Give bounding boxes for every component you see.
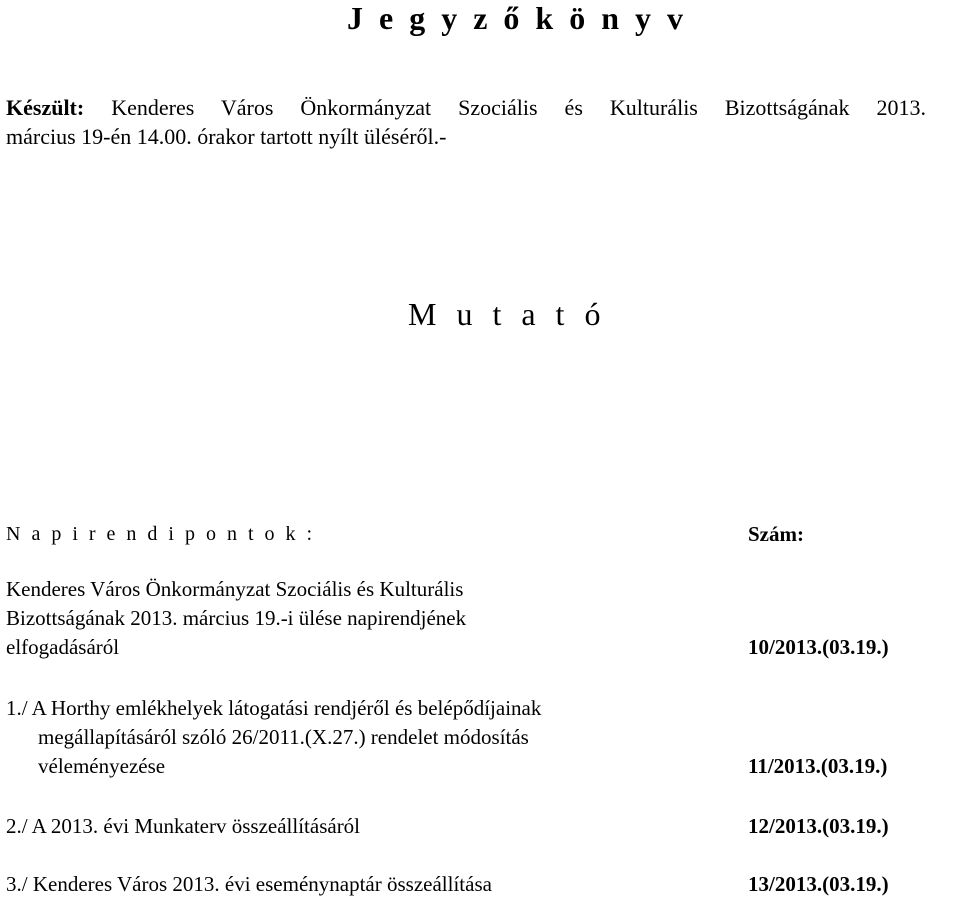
- agenda-item-line: 1./ A Horthy emlékhelyek látogatási rendjéről és belépődíjainak: [6, 696, 542, 720]
- agenda-item-line: 2./ A 2013. évi Munkaterv összeállításáról: [6, 814, 361, 838]
- agenda-heading: N a p i r e n d i p o n t o k :: [6, 523, 316, 545]
- intro-line-1-text: Kenderes Város Önkormányzat Szociális és Kulturális Bizottságának 2013.: [111, 95, 926, 120]
- agenda-item-text: [6, 575, 466, 662]
- agenda-item-line: megállapításáról szóló 26/2011.(X.27.) rendelet módosítás: [38, 725, 529, 749]
- intro-line-1: [6, 93, 926, 122]
- agenda-item: [6, 694, 946, 781]
- agenda-item-text: [6, 870, 492, 899]
- intro-line-2: március 19-én 14.00. órakor tartott nyílt üléséről.-: [6, 124, 447, 149]
- agenda-item: [6, 870, 946, 899]
- intro-paragraph: [6, 93, 926, 151]
- agenda-item-line: elfogadásáról: [6, 635, 120, 659]
- agenda-item: [6, 575, 946, 662]
- agenda-item-line: 3./ Kenderes Város 2013. évi eseménynaptár összeállítása: [6, 872, 492, 896]
- agenda-item-text: [6, 812, 360, 841]
- number-heading: Szám:: [748, 522, 804, 546]
- index-title: M u t a t ó: [408, 296, 607, 332]
- intro-label: Készült:: [6, 95, 85, 120]
- agenda-item-text: [6, 694, 541, 781]
- agenda-item-number: 12/2013.(03.19.): [748, 814, 889, 838]
- agenda-item-number: 13/2013.(03.19.): [748, 872, 889, 896]
- agenda-item-number: 11/2013.(03.19.): [748, 754, 888, 778]
- agenda-item-line: Bizottságának 2013. március 19.-i ülése napirendjének: [6, 606, 467, 630]
- agenda-item: [6, 812, 946, 841]
- agenda-item-line: Kenderes Város Önkormányzat Szociális és Kulturális: [6, 577, 464, 601]
- agenda-item-line: véleményezése: [38, 754, 166, 778]
- agenda-item-number: 10/2013.(03.19.): [748, 635, 889, 659]
- document-title: J e g y z ő k ö n y v: [347, 0, 687, 36]
